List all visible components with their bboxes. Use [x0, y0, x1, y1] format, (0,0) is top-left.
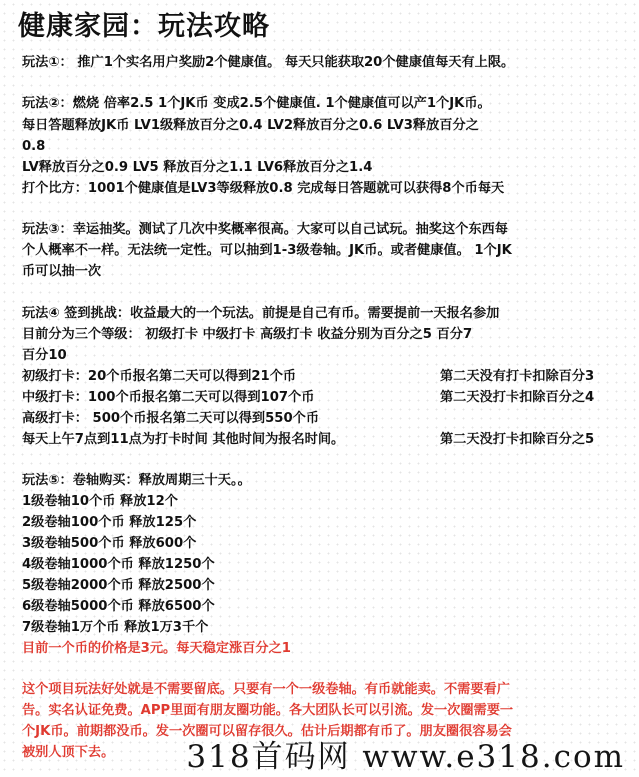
text-line: 百分10 [22, 348, 67, 363]
text-line: 0.8 [22, 139, 46, 154]
text-line: 每天上午7点到11点为打卡时间 其他时间为报名时间。 [22, 432, 345, 447]
text-line: 打个比方：1001个健康值是LV3等级释放0.8 完成每日答题就可以获得8个币每天 [22, 181, 505, 196]
text-line: 每日答题释放JK币 LV1级释放百分之0.4 LV2释放百分之0.6 LV3释放百分之 [22, 118, 479, 133]
summary-line: 这个项目玩法好处就是不需要留底。只要有一个一级卷轴。有币就能卖。不需要看广 [22, 682, 510, 697]
text-line: 第二天没打卡扣除百分之5 [440, 432, 595, 447]
text-line: 玩法③：幸运抽奖。测试了几次中奖概率很高。大家可以自己试玩。抽奖这个东西每 [22, 222, 508, 237]
text-line: 7级卷轴1万个币 释放1万3千个 [22, 620, 209, 635]
site-watermark: 318首码网 www.e318.com [186, 739, 625, 775]
text-line: 6级卷轴5000个币 释放6500个 [22, 599, 215, 614]
text-line: 5级卷轴2000个币 释放2500个 [22, 578, 215, 593]
text-line: 第二天没打卡扣除百分之4 [440, 390, 595, 405]
text-line: 目前分为三个等级： 初级打卡 中级打卡 高级打卡 收益分别为百分之5 百分7 [22, 327, 473, 342]
text-line: 4级卷轴1000个币 释放1250个 [22, 557, 215, 572]
summary-line: 被别人顶下去。 [22, 745, 115, 760]
text-line: 玩法②：燃烧 倍率2.5 1个JK币 变成2.5个健康值. 1个健康值可以产1个JK币。 [22, 96, 491, 111]
text-line: 币可以抽一次 [22, 264, 102, 279]
text-line: 3级卷轴500个币 释放600个 [22, 536, 197, 551]
text-line: 1级卷轴10个币 释放12个 [22, 494, 178, 509]
text-line: 中级打卡：100个币报名第二天可以得到107个币 [22, 390, 315, 405]
text-line: 2级卷轴100个币 释放125个 [22, 515, 197, 530]
text-line: 玩法④ 签到挑战：收益最大的一个玩法。前提是自己有币。需要提前一天报名参加 [22, 306, 500, 321]
text-line: 玩法⑤：卷轴购买：释放周期三十天。。 [22, 473, 251, 488]
text-line: 高级打卡： 500个币报名第二天可以得到550个币 [22, 411, 320, 426]
text-line: 初级打卡：20个币报名第二天可以得到21个币 [22, 369, 297, 384]
text-line: 玩法①： 推广1个实名用户奖励2个健康值。 每天只能获取20个健康值每天有上限。 [22, 55, 515, 70]
summary-line: 告。实名认证免费。APP里面有朋友圈功能。各大团队长可以引流。发一次圈需要一 [22, 703, 514, 718]
text-line: LV释放百分之0.9 LV5 释放百分之1.1 LV6释放百分之1.4 [22, 160, 373, 175]
text-line: 第二天没有打卡扣除百分3 [440, 369, 595, 384]
page-title: 健康家园：玩法攻略 [18, 11, 270, 42]
text-line: 个人概率不一样。无法统一定性。可以抽到1-3级卷轴。JK币。或者健康值。 1个JK [22, 243, 512, 258]
summary-line: 个JK币。前期都没币。发一次圈可以留存很久。估计后期都有币了。朋友圈很容易会 [22, 724, 512, 739]
price-note: 目前一个币的价格是3元。每天稳定涨百分之1 [22, 641, 291, 656]
